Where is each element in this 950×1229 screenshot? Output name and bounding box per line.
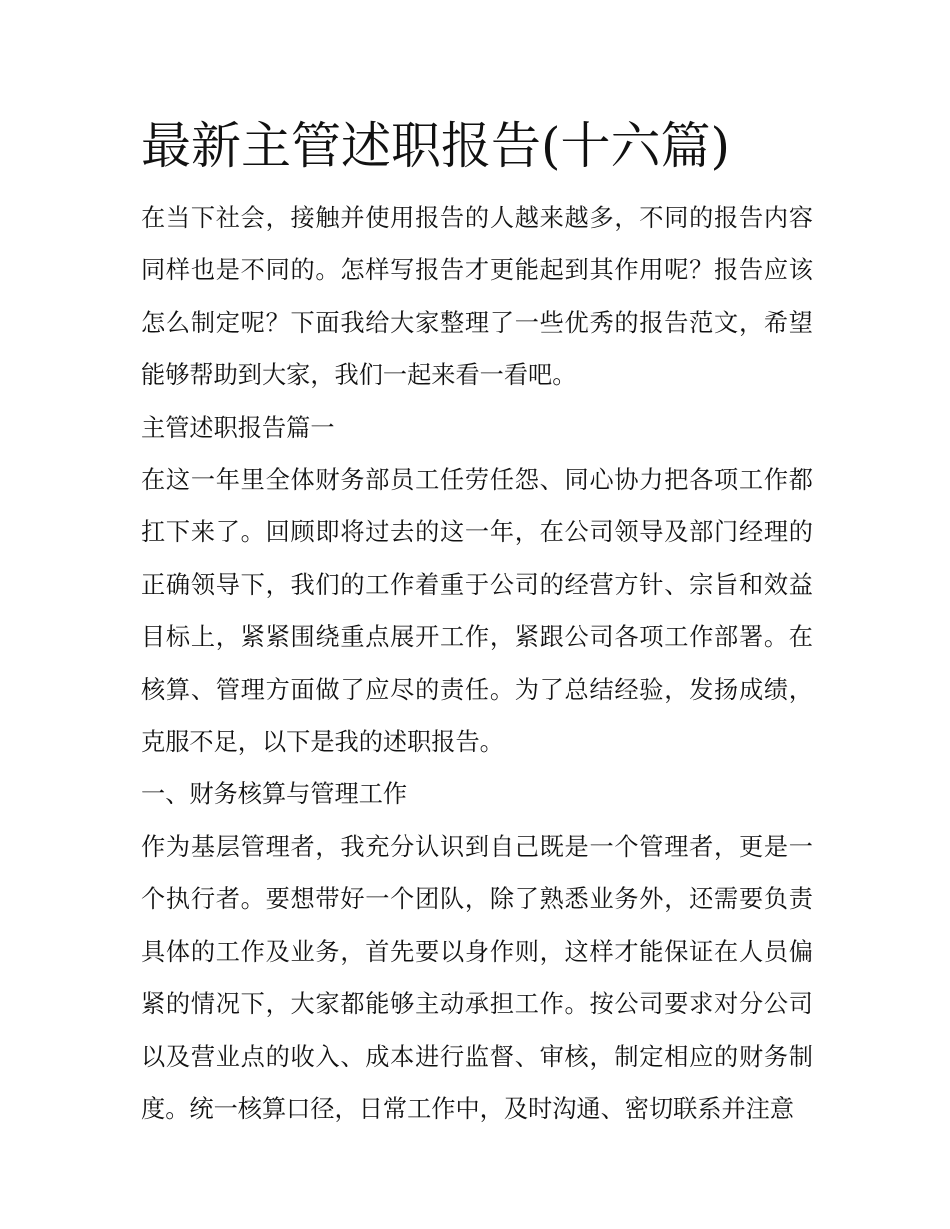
document-body: [141, 114, 813, 1135]
intro-paragraph: 在当下社会，接触并使用报告的人越来越多，不同的报告内容同样也是不同的。怎样写报告才更能起到其作用呢？报告应该怎么制定呢？下面我给大家整理了一些优秀的报告范文，希望能够帮助到大家，我们一起来看一看吧。: [141, 204, 813, 390]
subsection-paragraph: 作为基层管理者，我充分认识到自己既是一个管理者，更是一个执行者。要想带好一个团队，除了熟悉业务外，还需要负责具体的工作及业务，首先要以身作则，这样才能保证在人员偏紧的情况下，大家都能够主动承担工作。按公司要求对分公司以及营业点的收入、成本进行监督、审核，制定相应的财务制度。统一核算口径，日常工作中，及时沟通、密切联系并注意: [141, 832, 813, 1123]
page-title: 最新主管述职报告(十六篇): [141, 117, 731, 175]
section-paragraph: 在这一年里全体财务部员工任劳任怨、同心协力把各项工作都扛下来了。回顾即将过去的这一年，在公司领导及部门经理的正确领导下，我们的工作着重于公司的经营方针、宗旨和效益目标上，紧紧围绕重点展开工作，紧跟公司各项工作部署。在核算、管理方面做了应尽的责任。为了总结经验，发扬成绩，克服不足，以下是我的述职报告。: [141, 466, 813, 757]
section-heading: 主管述职报告篇一: [141, 413, 335, 442]
subsection-heading: 一、财务核算与管理工作: [141, 780, 408, 809]
